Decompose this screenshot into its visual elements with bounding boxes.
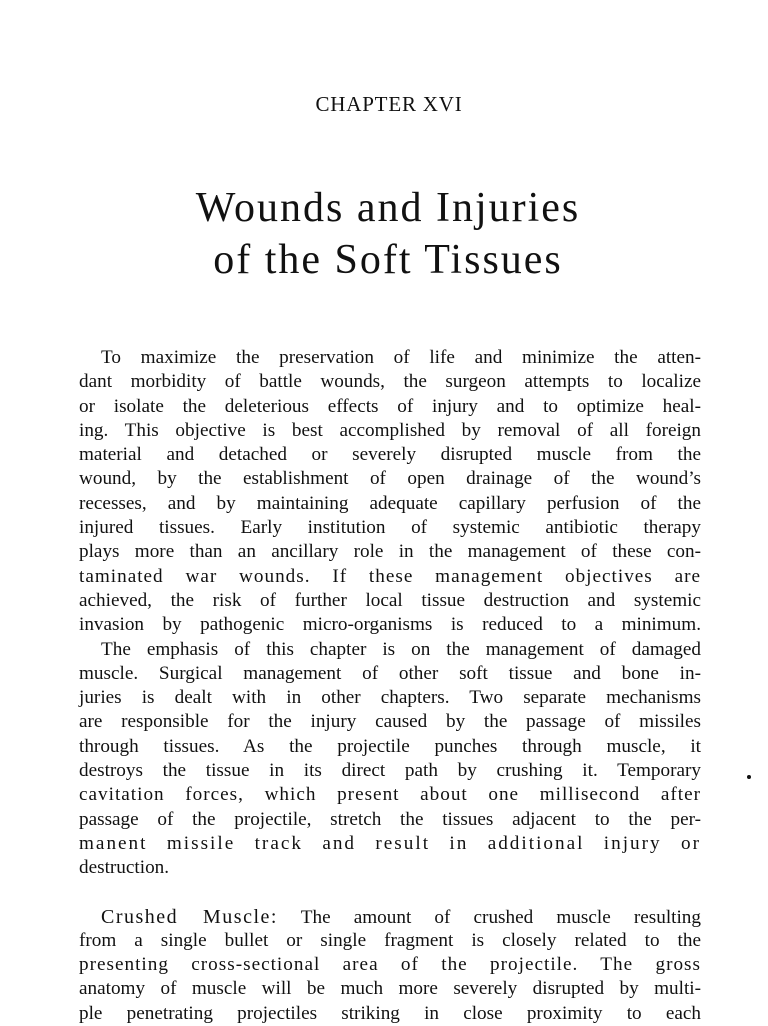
paragraph-line: passage of the projectile, stretch the tissues adjacent to the per- xyxy=(79,808,701,830)
paragraph-line: achieved, the risk of further local tissue destruction and systemic xyxy=(79,589,701,611)
paragraph-line: destruction. xyxy=(79,857,170,879)
paragraph-line: The emphasis of this chapter is on the management of damaged xyxy=(101,638,701,660)
paragraph-3 xyxy=(79,905,701,1026)
paragraph-line: from a single bullet or single fragment is closely related to the xyxy=(79,929,701,951)
chapter-title xyxy=(0,182,768,286)
paragraph-line: muscle. Surgical management of other soft tissue and bone in- xyxy=(79,662,701,684)
paragraph-line: or isolate the deleterious effects of injury and to optimize heal- xyxy=(79,395,701,417)
paragraph-line xyxy=(79,905,701,929)
paragraph-line: manent missile track and result in additional injury or xyxy=(79,832,701,854)
paragraph-line: are responsible for the injury caused by the passage of missiles xyxy=(79,711,701,733)
paragraph-line: taminated war wounds. If these management objectives are xyxy=(79,565,701,587)
paragraph-line: To maximize the preservation of life and minimize the atten- xyxy=(101,347,701,368)
paragraph-gap xyxy=(79,881,701,905)
paragraph-line: injured tissues. Early institution of systemic antibiotic therapy xyxy=(79,517,701,539)
paragraph-1 xyxy=(79,346,701,638)
paragraph-line: ple penetrating projectiles striking in close proximity to each xyxy=(79,1002,701,1024)
paragraph-text: The amount of crushed muscle resulting xyxy=(300,906,701,928)
paragraph-line: material and detached or severely disrupted muscle from the xyxy=(79,444,701,466)
paragraph-line: presenting cross-sectional area of the projectile. The gross xyxy=(79,954,701,976)
paragraph-line: anatomy of muscle will be much more severely disrupted by multi- xyxy=(79,978,701,1000)
paragraph-2 xyxy=(79,638,701,881)
paragraph-line: recesses, and by maintaining adequate capillary perfusion of the xyxy=(79,492,701,514)
paragraph-line: plays more than an ancillary role in the management of these con- xyxy=(79,541,701,563)
paragraph-line: ing. This objective is best accomplished by removal of all foreign xyxy=(79,419,701,441)
paragraph-line: cavitation forces, which present about one millisecond after xyxy=(79,784,701,806)
paragraph-line: wound, by the establishment of open drainage of the wound’s xyxy=(79,468,701,490)
scan-speck xyxy=(747,775,751,779)
chapter-label: CHAPTER XVI xyxy=(315,92,463,116)
paragraph-line: invasion by pathogenic micro-organisms is reduced to a minimum. xyxy=(79,614,701,636)
chapter-body xyxy=(79,346,701,1026)
chapter-title-line-1: Wounds and Injuries xyxy=(195,185,581,231)
paragraph-line: destroys the tissue in its direct path by crushing it. Temporary xyxy=(79,760,701,782)
paragraph-line: juries is dealt with in other chapters. Two separate mechanisms xyxy=(79,687,701,709)
paragraph-line: through tissues. As the projectile punches through muscle, it xyxy=(79,735,701,757)
run-in-heading: Crushed Muscle: xyxy=(101,905,278,928)
paragraph-line: dant morbidity of battle wounds, the surgeon attempts to localize xyxy=(79,371,701,393)
chapter-title-line-2: of the Soft Tissues xyxy=(213,237,563,283)
